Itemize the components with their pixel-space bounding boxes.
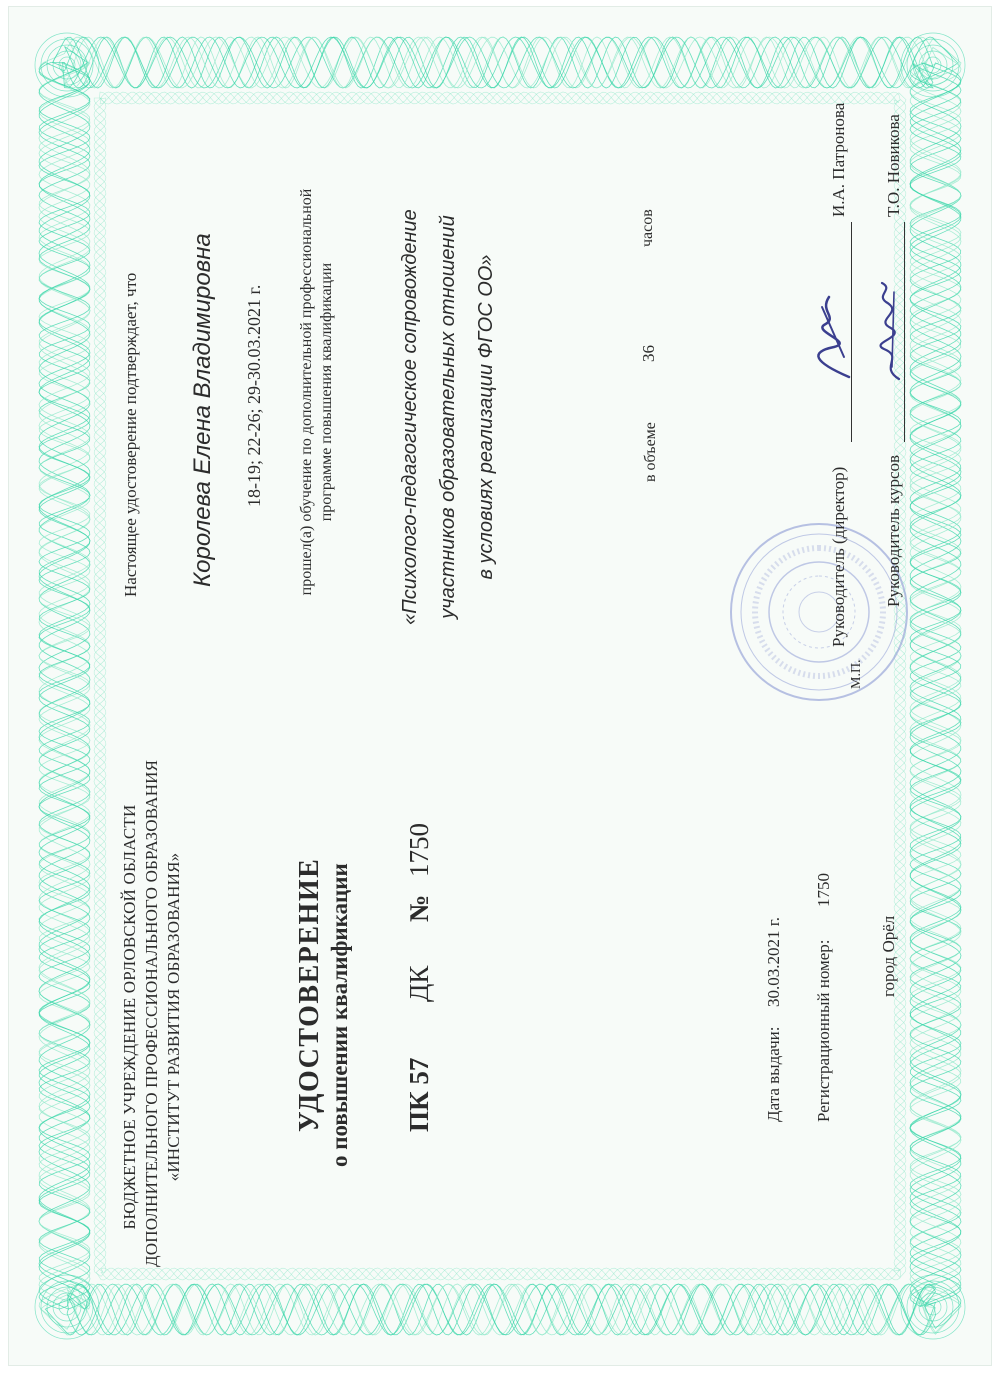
certificate-sheet — [8, 6, 992, 1366]
courses-head-label: Руководитель курсов — [884, 454, 903, 607]
series-prefix: ПК 57 — [404, 1057, 434, 1132]
institution-line-1: БЮДЖЕТНОЕ УЧРЕЖДЕНИЕ ОРЛОВСКОЙ ОБЛАСТИ — [120, 804, 139, 1230]
number-sign: № — [404, 894, 434, 922]
training-dates: 18-19; 22-26; 29-30.03.2021 г. — [244, 284, 264, 507]
program-title-line-2: участников образовательных отношений — [437, 215, 459, 619]
seal-place-label: М.П. — [849, 659, 864, 689]
courses-signature-icon — [864, 277, 919, 387]
volume-hours: 36 — [639, 345, 658, 362]
director-label: Руководитель (директор) — [829, 466, 848, 647]
director-signature-icon — [804, 287, 864, 387]
institution-line-2: ДОПОЛНИТЕЛЬНОГО ПРОФЕССИОНАЛЬНОГО ОБРАЗОВАНИЯ — [142, 759, 161, 1267]
issue-date: 30.03.2021 г. — [764, 916, 783, 1007]
institution-header — [119, 759, 185, 1267]
reg-number: 1750 — [814, 873, 833, 907]
document-number: 1750 — [404, 823, 434, 877]
certificate-content — [69, 57, 939, 1307]
director-name: И.А. Патронова — [829, 102, 848, 217]
courses-head-name: Т.О. Новикова — [884, 114, 903, 217]
program-description — [297, 112, 337, 672]
program-line-1: прошел(а) обучение по дополнительной профессиональной — [298, 188, 315, 596]
person-name: Королева Елена Владимировна — [189, 233, 216, 587]
document-title: УДОСТОВЕРЕНИЕ — [294, 857, 325, 1132]
institution-line-3: «ИНСТИТУТ РАЗВИТИЯ ОБРАЗОВАНИЯ» — [164, 852, 183, 1182]
program-title-line-3: в условиях реализации ФГОС ОО» — [475, 254, 497, 580]
reg-number-label: Регистрационный номер: — [814, 939, 833, 1122]
program-line-2: программе повышения квалификации — [318, 262, 335, 522]
program-title — [391, 137, 505, 697]
city: город Орёл — [879, 915, 898, 997]
document-subtitle: о повышении квалификации — [327, 863, 352, 1167]
hours-label: часов — [639, 209, 656, 247]
program-title-line-1: «Психолого-педагогическое сопровождение — [399, 209, 421, 625]
volume-label: в объеме — [642, 422, 659, 482]
issue-date-label: Дата выдачи: — [764, 1026, 783, 1122]
series-code: ДК — [404, 965, 434, 1002]
certification-intro: Настоящее удостоверение подтверждает, что — [121, 272, 140, 597]
